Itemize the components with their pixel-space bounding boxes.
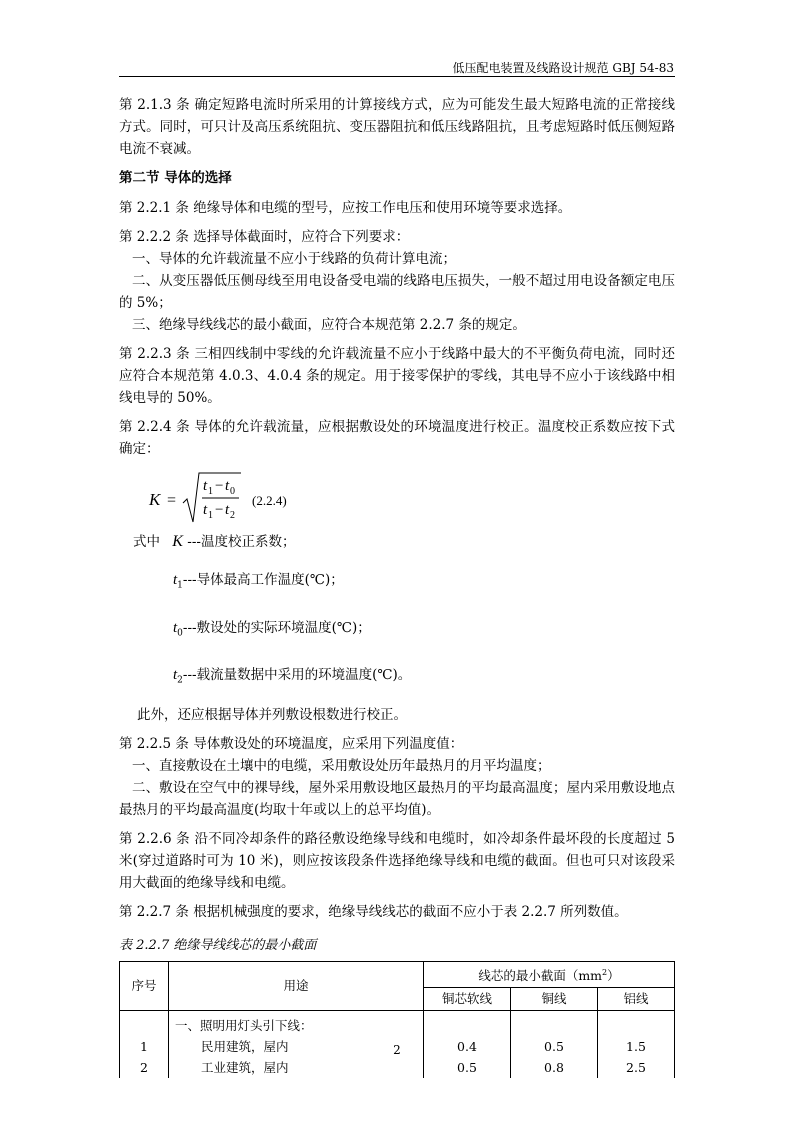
clause-2-2-1: 第 2.2.1 条 绝缘导体和电缆的型号，应按工作电压和使用环境等要求选择。 [119, 200, 572, 216]
header-copper-soft: 铜芯软线 [424, 988, 511, 1011]
row-2-no: 2 [140, 1060, 148, 1076]
t1-sub: 1 [177, 580, 183, 591]
row-1-usage: 民用建筑，屋内 [201, 1039, 289, 1055]
clause-2-2-2: 第 2.2.2 条 选择导体截面时，应符合下列要求： [119, 229, 410, 245]
t0-sub: 0 [177, 628, 183, 639]
row-1-aluminum: 1.5 [626, 1039, 646, 1055]
min-section-table [119, 961, 675, 1078]
clause-2-2-5-item-2: 二、敷设在空气中的裸导线，屋外采用敷设地区最热月的平均最高温度；屋内采用敷设地点最热月的平均最高温度(均取十年或以上的总平均值)。 [119, 780, 675, 819]
table-caption: 表 2.2.7 绝缘导线线芯的最小截面 [119, 938, 317, 954]
def-t0 [173, 617, 675, 645]
header-section [424, 962, 675, 988]
header-no: 序号 [120, 962, 169, 1011]
formula-den-minus: − [215, 502, 224, 518]
row-2-copper-soft: 0.5 [457, 1060, 477, 1076]
t1-var: t [173, 572, 178, 588]
formula-den-sub2: 2 [230, 510, 235, 521]
formula-num-sub0: 0 [230, 486, 235, 497]
row-1-copper: 0.5 [544, 1039, 564, 1055]
header-section-close: ） [607, 968, 620, 984]
row-1-copper-soft: 0.4 [457, 1039, 477, 1055]
section-title: 第二节 导体的选择 [119, 170, 232, 186]
def-t1 [173, 569, 675, 597]
group-label: 一、照明用灯头引下线： [175, 1018, 313, 1034]
formula-num-t1: t [203, 478, 208, 494]
where-k-var: K [172, 533, 183, 550]
formula-den-t1: t [203, 502, 208, 518]
clause-2-2-2-item-2: 二、从变压器低压侧母线至用电设备受电端的线路电压损失，一般不超过用电设备额定电压的 5%； [119, 273, 675, 311]
header-section-sup: 2 [602, 968, 608, 978]
clause-2-2-6: 第 2.2.6 条 沿不同冷却条件的路径敷设绝缘导线和电缆时，如冷却条件最坏段的长度超过 5米(穿过道路时可为 10 米)，则应按该段条件选择绝缘导线和电缆的截面。但也可只对该段采用大截面的绝缘导线和电缆。 [119, 831, 675, 892]
clause-2-2-5: 第 2.2.5 条 导体敷设处的环境温度，应采用下列温度值： [119, 736, 464, 753]
t2-text: ---载流量数据中采用的环境温度(℃)。 [182, 667, 412, 684]
t2-sub: 2 [177, 676, 183, 687]
main-content [119, 94, 675, 1078]
clause-2-1-3: 第 2.1.3 条 确定短路电流时所采用的计算接线方式，应为可能发生最大短路电流的正常接线方式。同时，可只计及高压系统阻抗、变压器阻抗和低压线路阻抗，且考虑短路时低压侧短路电流不衰减。 [119, 97, 675, 157]
where-k [119, 531, 675, 553]
clause-2-2-3: 第 2.2.3 条 三相四线制中零线的允许载流量不应小于线路中最大的不平衡负荷电流，同时还应符合本规范第 4.0.3、4.0.4 条的规定。用于接零保护的零线，其电导不应小于该线路中相线电导的 50%。 [119, 346, 675, 406]
formula-graphic [119, 467, 419, 527]
clause-2-2-7: 第 2.2.7 条 根据机械强度的要求，绝缘导线线芯的截面不应小于表 2.2.7 所列数值。 [119, 904, 628, 921]
formula-num-t0: t [225, 478, 230, 494]
header-section-text: 线芯的最小截面（mm [478, 968, 603, 984]
t1-text: ---导体最高工作温度(℃)； [182, 572, 344, 588]
where-k-text: ---温度校正系数； [187, 534, 296, 550]
t0-text: ---敷设处的实际环境温度(℃)； [182, 619, 371, 636]
formula-den-t2: t [225, 502, 230, 518]
t2-var: t [173, 667, 178, 684]
clause-2-2-5-item-1: 一、直接敷设在土壤中的电缆，采用敷设处历年最热月的月平均温度； [132, 758, 551, 775]
clause-2-2-4: 第 2.2.4 条 导体的允许载流量，应根据敷设处的环境温度进行校正。温度校正系数应按下式确定： [119, 419, 675, 457]
formula-number: (2.2.4) [252, 493, 287, 508]
page-number: 2 [393, 1043, 401, 1057]
formula-num-minus: − [215, 478, 224, 494]
header-usage: 用途 [169, 962, 424, 1011]
formula-den-sub1: 1 [208, 510, 213, 521]
running-header: 低压配电装置及线路设计规范 GBJ 54-83 [452, 61, 674, 75]
header-rule [119, 76, 675, 77]
row-2-copper: 0.8 [544, 1060, 564, 1076]
clause-2-2-2-item-1: 一、导体的允许载流量不应小于线路的负荷计算电流； [132, 251, 456, 267]
clause-2-2-2-item-3: 三、绝缘导线线芯的最小截面，应符合本规范第 2.2.7 条的规定。 [132, 317, 526, 333]
row-1-no: 1 [140, 1039, 148, 1055]
formula-2-2-4 [119, 467, 675, 527]
row-2-aluminum: 2.5 [626, 1060, 646, 1076]
formula-num-sub1: 1 [208, 486, 213, 497]
formula-equals: = [167, 492, 177, 509]
header-aluminum: 铝线 [598, 988, 675, 1011]
header-copper: 铜线 [511, 988, 598, 1011]
row-2-usage: 工业建筑，屋内 [201, 1060, 289, 1076]
where-prefix: 式中 [133, 534, 160, 550]
t0-var: t [173, 619, 178, 636]
def-t2 [173, 664, 675, 692]
formula-lhs: K [149, 490, 161, 509]
extra-note: 此外，还应根据导体并列敷设根数进行校正。 [137, 707, 407, 724]
